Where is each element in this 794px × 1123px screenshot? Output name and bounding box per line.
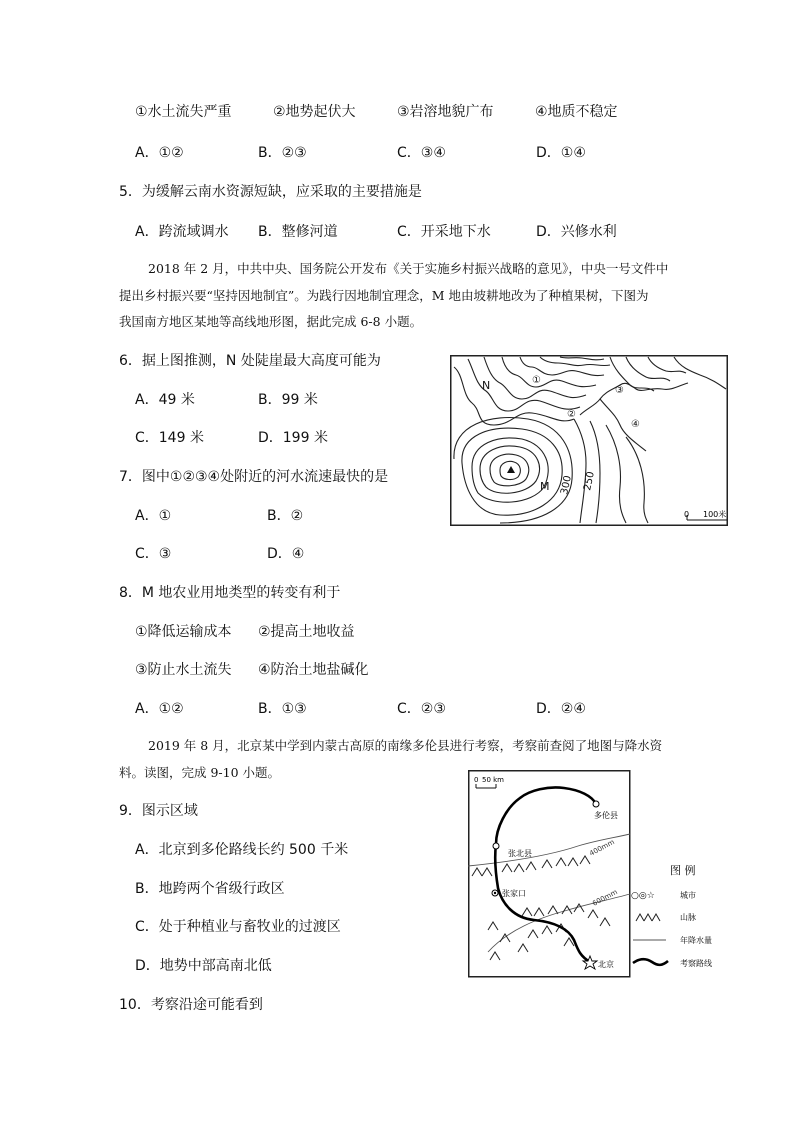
legend-symbol-city: ○◎☆ <box>631 891 655 901</box>
q4-statement-4: ④地质不稳定 <box>535 104 618 120</box>
q6-option-d: D．199 米 <box>258 430 328 446</box>
route-map <box>468 770 732 978</box>
city-zhangbei-icon <box>493 843 499 849</box>
q8-option-a: A．①② <box>135 701 184 717</box>
legend-label-city: 城市 <box>680 891 696 900</box>
q4-option-c: C．③④ <box>397 145 446 161</box>
q4-statement-2: ②地势起伏大 <box>273 104 356 120</box>
route-legend <box>631 863 712 968</box>
legend-route-icon <box>633 959 668 965</box>
legend-label-route: 考察路线 <box>680 959 712 968</box>
passage1-line-2: 提出乡村振兴要“坚持因地制宜”。为践行因地制宜理念，M 地由坡耕地改为了种植果树，下图为 <box>119 288 649 303</box>
city-zhangjiakou: 张家口 <box>502 889 526 898</box>
legend-label-isohyet: 年降水量 <box>680 936 712 945</box>
contour-label-300: 300 <box>559 474 574 496</box>
q9-stem: 9．图示区域 <box>119 803 198 819</box>
q8-statement-3: ③防止水土流失 <box>135 662 232 678</box>
q4-option-a: A．①② <box>135 145 184 161</box>
marker-3: ③ <box>615 385 624 396</box>
label-M: M <box>540 480 550 493</box>
legend-title: 图 例 <box>670 864 696 877</box>
q6-option-a: A．49 米 <box>135 392 195 408</box>
q7-option-c: C．③ <box>135 546 172 562</box>
route-scale-distance: 50 km <box>482 776 505 784</box>
q10-stem: 10．考察沿途可能看到 <box>119 997 263 1013</box>
q9-option-c: C．处于种植业与畜牧业的过渡区 <box>135 919 341 935</box>
q6-option-c: C．149 米 <box>135 430 204 446</box>
q4-statement-1: ①水土流失严重 <box>135 104 232 120</box>
q7-option-d: D．④ <box>267 546 305 562</box>
marker-1: ① <box>532 375 541 386</box>
passage1-line-3: 我国南方地区某地等高线地形图，据此完成 6-8 小题。 <box>119 314 423 329</box>
city-beijing: 北京 <box>598 960 614 969</box>
scale-distance: 100米 <box>703 510 727 519</box>
passage2-line-2: 料。读图，完成 9-10 小题。 <box>119 765 281 780</box>
q5-option-d: D．兴修水利 <box>536 224 617 240</box>
q4-statement-3: ③岩溶地貌广布 <box>397 104 494 120</box>
contour-label-250: 250 <box>582 470 597 492</box>
label-N: N <box>482 379 491 392</box>
q7-stem: 7．图中①②③④处附近的河水流速最快的是 <box>119 469 389 485</box>
q5-option-a: A．跨流域调水 <box>135 224 229 240</box>
marker-4: ④ <box>631 419 640 430</box>
q5-stem: 5．为缓解云南水资源短缺，应采取的主要措施是 <box>119 184 422 200</box>
city-zhangbei: 张北县 <box>508 849 532 858</box>
passage1-line-1: 2018 年 2 月，中共中央、国务院公开发布《关于实施乡村振兴战略的意见》，中央一号文件中 <box>148 261 669 276</box>
isohyet-label-400: 400mm <box>588 838 616 858</box>
q8-option-d: D．②④ <box>536 701 586 717</box>
q6-stem: 6．据上图推测，N 处陡崖最大高度可能为 <box>119 353 381 369</box>
legend-label-mountain: 山脉 <box>680 913 696 922</box>
q5-option-c: C．开采地下水 <box>397 224 491 240</box>
marker-2: ② <box>567 409 576 420</box>
city-duolun-icon <box>593 801 599 807</box>
q8-statement-4: ④防治土地盐碱化 <box>258 662 369 678</box>
q8-option-b: B．①③ <box>258 701 307 717</box>
legend-mountain-icon <box>636 914 660 921</box>
city-duolun: 多伦县 <box>594 811 618 820</box>
q8-option-c: C．②③ <box>397 701 446 717</box>
q7-option-b: B．② <box>267 508 304 524</box>
q8-statement-2: ②提高土地收益 <box>258 624 355 640</box>
q8-stem: 8．M 地农业用地类型的转变有利于 <box>119 585 341 601</box>
q8-statement-1: ①降低运输成本 <box>135 624 232 640</box>
passage2-line-1: 2019 年 8 月，北京某中学到内蒙古高原的南缘多伦县进行考察，考察前查阅了地图与降水资 <box>148 738 663 753</box>
scale-zero: 0 <box>684 510 690 519</box>
isohyet-label-600: 600mm <box>591 888 619 908</box>
q4-option-d: D．①④ <box>536 145 586 161</box>
contour-map <box>450 355 728 526</box>
q6-option-b: B．99 米 <box>258 392 318 408</box>
q5-option-b: B．整修河道 <box>258 224 338 240</box>
q7-option-a: A．① <box>135 508 172 524</box>
q4-option-b: B．②③ <box>258 145 307 161</box>
q9-option-d: D．地势中部高南北低 <box>135 958 272 974</box>
route-scale-zero: 0 <box>474 776 479 784</box>
q9-option-b: B．地跨两个省级行政区 <box>135 881 285 897</box>
q9-option-a: A．北京到多伦路线长约 500 千米 <box>135 842 349 858</box>
